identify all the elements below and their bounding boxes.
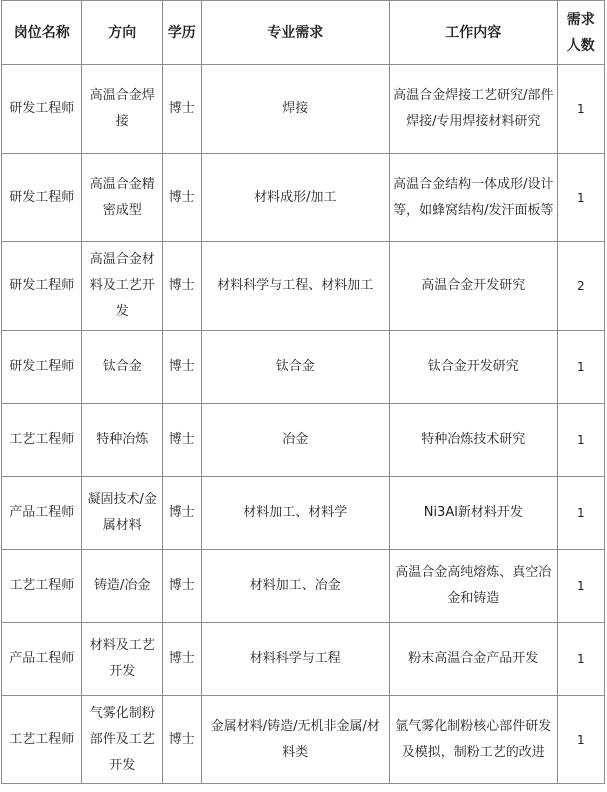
- cell-post: 产品工程师: [2, 477, 82, 550]
- table-row: [2, 331, 605, 404]
- cell-direction: 材料及工艺开发: [82, 623, 162, 696]
- cell-post: 研发工程师: [2, 242, 82, 331]
- table-row: [2, 550, 605, 623]
- cell-education: 博士: [162, 477, 201, 550]
- cell-work: Ni3Al新材料开发: [390, 477, 558, 550]
- cell-post: 工艺工程师: [2, 696, 82, 784]
- cell-count: 1: [557, 331, 604, 404]
- table-row: [2, 242, 605, 331]
- cell-education: 博士: [162, 331, 201, 404]
- cell-direction: 高温合金精密成型: [82, 154, 162, 242]
- cell-major: 冶金: [201, 404, 390, 477]
- cell-direction: 气雾化制粉部件及工艺开发: [82, 696, 162, 784]
- cell-major: 材料科学与工程: [201, 623, 390, 696]
- cell-major: 钛合金: [201, 331, 390, 404]
- table-row: [2, 154, 605, 242]
- cell-work: 氩气雾化制粉核心部件研发及模拟，制粉工艺的改进: [390, 696, 558, 784]
- cell-count: 1: [557, 404, 604, 477]
- cell-direction: 高温合金焊接: [82, 65, 162, 154]
- table-row: [2, 65, 605, 154]
- cell-direction: 凝固技术/金属材料: [82, 477, 162, 550]
- cell-count: 1: [557, 154, 604, 242]
- cell-work: 特种冶炼技术研究: [390, 404, 558, 477]
- cell-count: 1: [557, 65, 604, 154]
- cell-count: 1: [557, 696, 604, 784]
- cell-education: 博士: [162, 696, 201, 784]
- table-row: [2, 404, 605, 477]
- header-direction: 方向: [82, 1, 162, 65]
- header-count: 需求人数: [557, 1, 604, 65]
- cell-education: 博士: [162, 242, 201, 331]
- cell-work: 高温合金高纯熔炼、真空冶金和铸造: [390, 550, 558, 623]
- cell-direction: 钛合金: [82, 331, 162, 404]
- cell-count: 2: [557, 242, 604, 331]
- cell-work: 高温合金开发研究: [390, 242, 558, 331]
- cell-post: 工艺工程师: [2, 404, 82, 477]
- cell-direction: 特种冶炼: [82, 404, 162, 477]
- cell-post: 研发工程师: [2, 154, 82, 242]
- header-major: 专业需求: [201, 1, 390, 65]
- header-post: 岗位名称: [2, 1, 82, 65]
- table-row: [2, 623, 605, 696]
- cell-education: 博士: [162, 154, 201, 242]
- cell-work: 钛合金开发研究: [390, 331, 558, 404]
- cell-count: 1: [557, 550, 604, 623]
- cell-post: 研发工程师: [2, 65, 82, 154]
- table-row: [2, 696, 605, 784]
- cell-education: 博士: [162, 65, 201, 154]
- cell-major: 焊接: [201, 65, 390, 154]
- cell-education: 博士: [162, 623, 201, 696]
- cell-major: 金属材料/铸造/无机非金属/材料类: [201, 696, 390, 784]
- cell-post: 工艺工程师: [2, 550, 82, 623]
- header-education: 学历: [162, 1, 201, 65]
- cell-education: 博士: [162, 550, 201, 623]
- cell-direction: 高温合金材料及工艺开发: [82, 242, 162, 331]
- cell-direction: 铸造/冶金: [82, 550, 162, 623]
- cell-count: 1: [557, 623, 604, 696]
- cell-post: 产品工程师: [2, 623, 82, 696]
- cell-major: 材料成形/加工: [201, 154, 390, 242]
- table-header-row: [2, 1, 605, 65]
- cell-work: 高温合金焊接工艺研究/部件焊接/专用焊接材料研究: [390, 65, 558, 154]
- cell-education: 博士: [162, 404, 201, 477]
- recruitment-table: [1, 0, 605, 784]
- cell-major: 材料加工、材料学: [201, 477, 390, 550]
- cell-work: 高温合金结构一体成形/设计等，如蜂窝结构/发汗面板等: [390, 154, 558, 242]
- cell-count: 1: [557, 477, 604, 550]
- table-row: [2, 477, 605, 550]
- cell-work: 粉末高温合金产品开发: [390, 623, 558, 696]
- cell-post: 研发工程师: [2, 331, 82, 404]
- header-work: 工作内容: [390, 1, 558, 65]
- cell-major: 材料加工、冶金: [201, 550, 390, 623]
- cell-major: 材料科学与工程、材料加工: [201, 242, 390, 331]
